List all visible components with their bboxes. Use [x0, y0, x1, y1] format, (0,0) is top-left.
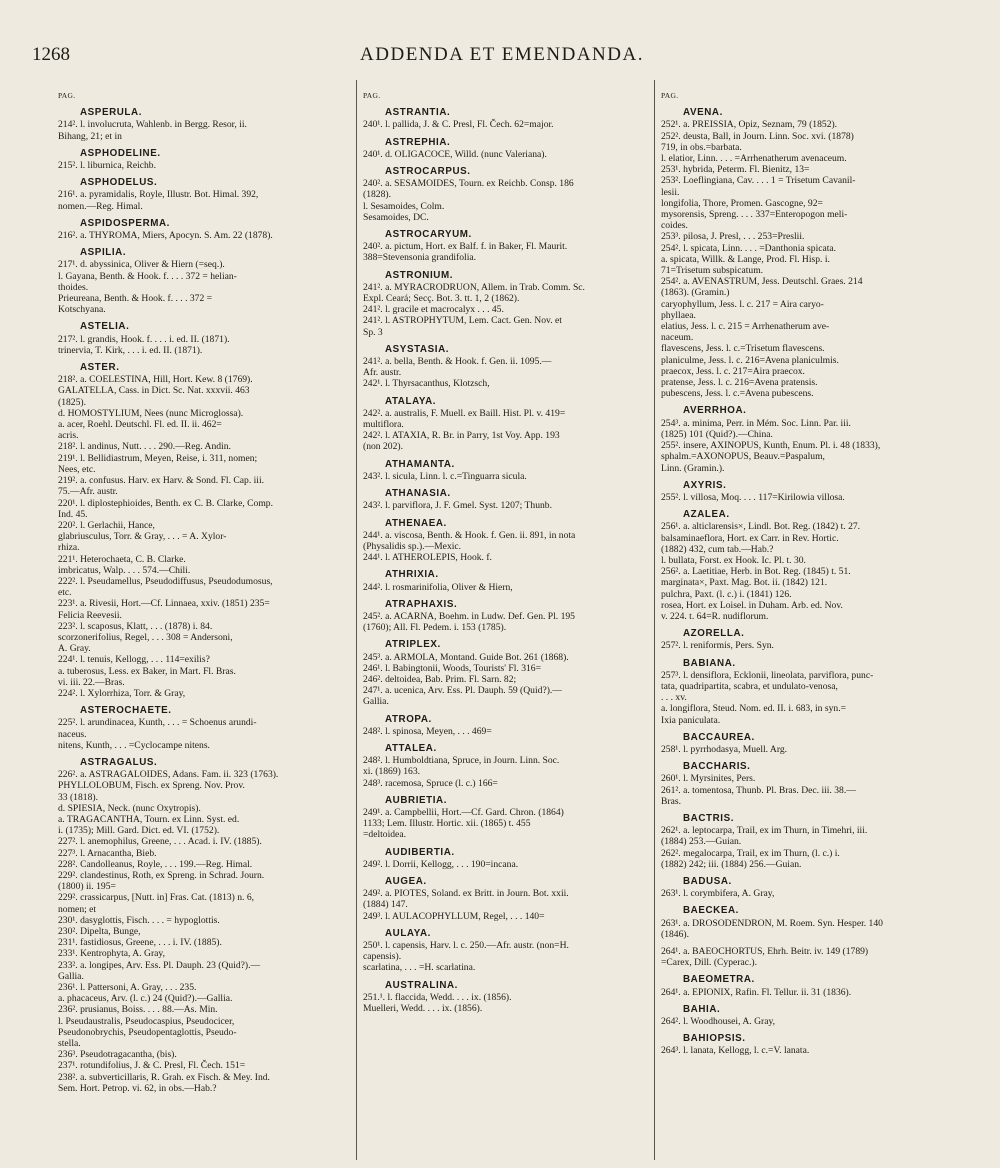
entry-line: 263¹. a. DROSODENDRON, M. Roem. Syn. Hesper. 140: [661, 917, 883, 929]
entry-line: 257². l. reniformis, Pers. Syn.: [661, 640, 774, 652]
pag-label: PAG.: [661, 91, 679, 100]
entry-line: 260¹. l. Myrsinites, Pers.: [661, 773, 756, 785]
entry-line: 244¹. a. viscosa, Benth. & Hook. f. Gen. ii. 891, in nota: [363, 529, 576, 541]
genus-heading: AZALEA.: [683, 509, 730, 521]
entry-line: 244¹. l. ATHEROLEPIS, Hook. f.: [363, 552, 492, 564]
entry-line: 258¹. l. pyrrhodasya, Muell. Arg.: [661, 743, 788, 755]
entry-line: praecox, Jess. l. c. 217=Aira praecox.: [661, 365, 805, 377]
genus-heading: ATHRIXIA.: [385, 569, 439, 581]
entry-line: 233¹. Kentrophyta, A. Gray,: [58, 948, 165, 960]
entry-line: pratense, Jess. l. c. 216=Avena pratensis.: [661, 377, 818, 389]
entry-line: 255². insere, AXINOPUS, Kunth, Enum. Pl. i. 48 (1833),: [661, 440, 881, 452]
entry-line: (1828).: [363, 189, 391, 201]
entry-line: 264². l. Woodhousei, A. Gray,: [661, 1016, 776, 1028]
entry-line: 217¹. d. abyssinica, Oliver & Hiern (=seq.).: [58, 259, 225, 271]
entry-line: 262¹. a. leptocarpa, Trail, ex im Thurn, in Timehri, iii.: [661, 825, 868, 837]
entry-line: 241². l. gracile et macrocalyx . . . 45.: [363, 304, 504, 316]
entry-line: Nees, etc.: [58, 463, 96, 475]
entry-line: (1825) 101 (Quid?).—China.: [661, 428, 773, 440]
entry-line: Ixia paniculata.: [661, 714, 721, 726]
entry-line: a. TRAGACANTHA, Tourn. ex Linn. Syst. ed.: [58, 813, 240, 825]
entry-line: 263¹. l. corymbifera, A. Gray,: [661, 888, 775, 900]
genus-heading: ASTROCARPUS.: [385, 166, 471, 178]
entry-line: 33 (1818).: [58, 791, 98, 803]
entry-line: a. longiflora, Steud. Nom. ed. II. i. 683, in syn.=: [661, 703, 847, 715]
genus-heading: ASPHODELUS.: [80, 177, 158, 189]
entry-line: Pseudonobrychis, Pseudopentaglottis, Pseudo-: [58, 1026, 237, 1038]
entry-line: 242². a. australis, F. Muell. ex Baill. Hist. Pl. v. 419=: [363, 407, 566, 419]
entry-line: nomen; et: [58, 903, 97, 915]
entry-line: 227³. l. Arnacantha, Bieb.: [58, 847, 157, 859]
entry-line: 230¹. dasyglottis, Fisch. . . . = hypoglottis.: [58, 914, 220, 926]
entry-line: 227². l. anemophilus, Greene, . . . Acad. i. IV. (1885).: [58, 836, 262, 848]
entry-line: 253¹. hybrida, Peterm. Fl. Bienitz, 13=: [661, 164, 810, 176]
entry-line: 254². l. spicata, Linn. . . . =Danthonia spicata.: [661, 242, 837, 254]
entry-line: nitens, Kunth, . . . =Cyclocampe nitens.: [58, 739, 210, 751]
entry-line: trinervia, T. Kirk, . . . i. ed. II. (1871).: [58, 344, 203, 356]
entry-line: 226². a. ASTRAGALOIDES, Adans. Fam. ii. 323 (1763).: [58, 769, 279, 781]
genus-heading: ATHANASIA.: [385, 488, 451, 500]
entry-line: nomen.—Reg. Himal.: [58, 200, 143, 212]
genus-heading: BADUSA.: [683, 876, 732, 887]
entry-line: l. Gayana, Benth. & Hook. f. . . . 372 = helian-: [58, 270, 237, 282]
entry-line: (1863). (Gramin.): [661, 287, 730, 299]
entry-line: 264¹. a. EPIONIX, Rafin. Fl. Tellur. ii. 31 (1836).: [661, 986, 852, 998]
entry-line: (1884) 147.: [363, 899, 408, 911]
genus-heading: ATHAMANTA.: [385, 458, 455, 470]
entry-line: 229². clandestinus, Roth, ex Spreng. in Schrad. Journ.: [58, 870, 265, 881]
entry-line: 241². a. MYRACRODRUON, Allem. in Trab. Comm. Sc.: [363, 281, 585, 293]
entry-line: multiflora.: [363, 419, 404, 431]
entry-line: v. 224. t. 64=R. nudiflorum.: [661, 610, 769, 622]
entry-line: 256¹. a. alticlarensis×, Lindl. Bot. Reg. (1842) t. 27.: [661, 521, 861, 533]
entry-line: 231¹. fastidiosus, Greene, . . . i. IV. (1885).: [58, 937, 222, 949]
entry-line: 242². l. ATAXIA, R. Br. in Parry, 1st Voy. App. 193: [363, 430, 560, 442]
entry-line: 253³. pilosa, J. Presl, . . . 253=Preslii.: [661, 231, 805, 243]
entry-line: 220¹. l. diplostephioides, Benth. ex C. B. Clarke, Comp.: [58, 497, 273, 509]
entry-line: 249². a. PIOTES, Soland. ex Britt. in Journ. Bot. xxii.: [363, 888, 569, 900]
entry-line: Afr. austr.: [363, 367, 402, 379]
entry-line: naceus.: [58, 728, 87, 740]
column-3: [654, 80, 949, 1160]
entry-line: caryophyllum, Jess. l. c. 217 = Aira caryo-: [661, 298, 824, 310]
genus-heading: ATTALEA.: [385, 742, 437, 754]
genus-heading: ASTROCARYUM.: [385, 229, 472, 241]
column-2: [356, 80, 645, 1160]
genus-heading: ASPHODELINE.: [80, 147, 161, 159]
pag-label: PAG.: [363, 91, 381, 100]
entry-line: 388=Stevensonia grandifolia.: [363, 252, 477, 264]
entry-line: 236¹. l. Pattersoni, A. Gray, . . . 235.: [58, 982, 197, 994]
entry-line: naceum.: [661, 332, 694, 344]
entry-line: pulchra, Paxt. (l. c.) i. (1841) 126.: [661, 588, 792, 600]
genus-heading: ASTELIA.: [80, 321, 130, 333]
entry-line: coides.: [661, 220, 688, 232]
entry-line: Ind. 45.: [58, 508, 88, 520]
entry-line: stella.: [58, 1038, 81, 1050]
entry-line: 246². deltoidea, Bab. Prim. Fl. Sarn. 82;: [363, 673, 517, 685]
entry-line: =deltoidea.: [363, 829, 406, 841]
running-title: ADDENDA ET EMENDANDA.: [360, 44, 644, 65]
entry-line: lesii.: [661, 186, 680, 198]
genus-heading: AUSTRALINA.: [385, 979, 458, 991]
entry-line: 262². megalocarpa, Trail, ex im Thurn, (l. c.) i.: [661, 847, 840, 859]
entry-line: 224². l. Xylorrhiza, Torr. & Gray,: [58, 687, 186, 699]
entry-line: pubescens, Jess. l. c.=Avena pubescens.: [661, 388, 814, 400]
entry-line: l. Sesamoides, Colm.: [363, 200, 445, 212]
entry-line: 245³. a. ARMOLA, Montand. Guide Bot. 261 (1868).: [363, 651, 569, 663]
entry-line: =Carex, Dill. (Cyperac.).: [661, 957, 757, 969]
entry-line: marginata×, Paxt. Mag. Bot. ii. (1842) 121.: [661, 577, 828, 589]
entry-line: (1882) 432, cum tab.—Hab.?: [661, 543, 774, 555]
genus-heading: AUDIBERTIA.: [385, 846, 455, 858]
entry-line: mysorensis, Spreng. . . . 337=Enteropogon meli-: [661, 209, 848, 221]
entry-line: 229². crassicarpus, [Nutt. in] Fras. Cat. (1813) n. 6,: [58, 892, 255, 904]
genus-heading: ATALAYA.: [385, 395, 437, 407]
entry-line: 243². l. parviflora, J. F. Gmel. Syst. 1207; Thunb.: [363, 500, 553, 512]
entry-line: glabriusculus, Torr. & Gray, . . . = A. Xylor-: [58, 531, 227, 543]
entry-line: Bihang, 21; et in: [58, 130, 122, 142]
entry-line: (1882) 242; iii. (1884) 256.—Guian.: [661, 858, 802, 870]
genus-heading: ASTEROCHAETE.: [80, 705, 172, 717]
genus-heading: ASTRANTIA.: [385, 107, 451, 119]
genus-heading: BAHIA.: [683, 1003, 721, 1015]
entry-line: 222². l. Pseudamellus, Pseudodiffusus, Pseudodumosus,: [58, 575, 273, 587]
entry-line: 251.¹. l. flaccida, Wedd. . . . ix. (1856).: [363, 991, 512, 1003]
columns: [58, 80, 990, 1160]
entry-line: (1800) ii. 195=: [58, 881, 116, 893]
entry-line: 236³. Pseudotragacantha, (bis).: [58, 1049, 177, 1061]
entry-line: 225². l. arundinacea, Kunth, . . . = Schoenus arundi-: [58, 717, 257, 729]
entry-line: 257³. l. densiflora, Ecklonii, lineolata, parviflora, punc-: [661, 669, 874, 681]
entry-line: Gallia.: [363, 696, 389, 708]
entry-line: acris.: [58, 430, 79, 442]
entry-line: A. Gray.: [58, 643, 91, 655]
entry-line: 252¹. a. PREISSIA, Opiz, Seznam, 79 (1852).: [661, 119, 838, 131]
entry-line: (1846).: [661, 928, 689, 940]
entry-line: balsaminaeflora, Hort. ex Carr. in Rev. Hortic.: [661, 532, 839, 544]
entry-line: 250¹. l. capensis, Harv. l. c. 250.—Afr. austr. (non=H.: [363, 940, 569, 951]
entry-line: 254³. a. minima, Perr. in Mém. Soc. Linn. Par. iii.: [661, 417, 851, 429]
running-head: [32, 44, 972, 70]
genus-heading: ATROPA.: [385, 713, 432, 725]
entry-line: 254². a. AVENASTRUM, Jess. Deutschl. Graes. 214: [661, 276, 863, 288]
genus-heading: BAHIOPSIS.: [683, 1033, 746, 1045]
entry-line: 241². l. ASTROPHYTUM, Lem. Cact. Gen. Nov. et: [363, 315, 562, 327]
entry-line: Sem. Hort. Petrop. vi. 62, in obs.—Hab.?: [58, 1082, 217, 1094]
genus-heading: BABIANA.: [683, 657, 736, 669]
entry-line: 256². a. Laetitiae, Herb. in Bot. Reg. (1845) t. 51.: [661, 566, 851, 578]
entry-line: (Physalidis sp.).—Mexic.: [363, 540, 462, 552]
entry-line: 237¹. rotundifolius, J. & C. Presl, Fl. Čech. 151=: [58, 1060, 246, 1072]
entry-line: 240¹. l. pallida, J. & C. Presl, Fl. Čech. 62=major.: [363, 119, 554, 131]
entry-line: 238². a. subverticillaris, R. Grah. ex Fisch. & Mey. Ind.: [58, 1071, 270, 1083]
entry-line: rosea, Hort. ex Loisel. in Duham. Arb. ed. Nov.: [661, 599, 843, 611]
entry-line: l. Pseudaustralis, Pseudocaspius, Pseudocicer,: [58, 1015, 235, 1027]
page-number: 1268: [32, 44, 70, 65]
entry-line: a. spicata, Willk. & Lange, Prod. Fl. Hisp. i.: [661, 253, 830, 265]
entry-line: 255². l. villosa, Moq. . . . 117=Kirilowia villosa.: [661, 491, 845, 503]
genus-heading: AVERRHOA.: [683, 405, 747, 417]
entry-line: i. (1735); Mill. Gard. Dict. ed. VI. (1752).: [58, 825, 220, 837]
entry-line: 221¹. Heterochaeta, C. B. Clarke.: [58, 553, 186, 565]
genus-heading: ASYSTASIA.: [385, 343, 450, 355]
entry-line: l. bullata, Forst. ex Hook. Ic. Pl. t. 30.: [661, 554, 806, 566]
entry-line: phyllaea.: [661, 309, 696, 321]
entry-line: Kotschyana.: [58, 304, 106, 316]
entry-line: 242¹. l. Thyrsacanthus, Klotzsch,: [363, 378, 490, 390]
entry-line: 249¹. a. Campbellii, Hort.—Cf. Gard. Chron. (1864): [363, 806, 564, 818]
entry-line: 248². l. Humboldtiana, Spruce, in Journ. Linn. Soc.: [363, 755, 560, 767]
genus-heading: ASTRONIUM.: [385, 269, 454, 281]
entry-line: planiculme, Jess. l. c. 216=Avena planiculmis.: [661, 354, 839, 366]
entry-line: flavescens, Jess. l. c.=Trisetum flavescens.: [661, 343, 825, 355]
genus-heading: BACCAUREA.: [683, 731, 755, 743]
entry-line: thoides.: [58, 281, 89, 293]
entry-line: a. acer, Roehl. Deutschl. Fl. ed. II. ii. 462=: [58, 419, 222, 431]
entry-line: Expl. Ceará; Secç. Bot. 3. tt. 1, 2 (1862).: [363, 293, 520, 305]
entry-line: 216¹. a. pyramidalis, Royle, Illustr. Bot. Himal. 392,: [58, 189, 259, 201]
entry-line: scarlatina, . . . =H. scarlatina.: [363, 962, 476, 974]
entry-line: a. phacaceus, Arv. (l. c.) 24 (Quid?).—Gallia.: [58, 993, 233, 1005]
entry-line: (1825).: [58, 396, 86, 408]
entry-line: 214². l. involucruta, Wahlenb. in Bergg. Resor, ii.: [58, 119, 247, 131]
genus-heading: ASPILIA.: [80, 247, 127, 259]
entry-line: GALATELLA, Cass. in Dict. Sc. Nat. xxxvii. 463: [58, 385, 250, 397]
genus-heading: AUGEA.: [385, 875, 427, 887]
entry-line: imbricatus, Walp. . . . 574.—Chili.: [58, 564, 191, 576]
entry-line: Sp. 3: [363, 326, 383, 338]
entry-line: 220². l. Gerlachii, Hance,: [58, 519, 155, 531]
genus-heading: AZORELLA.: [683, 628, 745, 640]
entry-line: 219². a. confusus. Harv. ex Harv. & Sond. Fl. Cap. iii.: [58, 475, 265, 487]
entry-line: 719, in obs.=barbata.: [661, 141, 742, 153]
entry-line: . . . xv.: [661, 692, 687, 704]
entry-line: d. SPIESIA, Neck. (nunc Oxytropis).: [58, 802, 201, 814]
entry-line: 233². a. longipes, Arv. Ess. Pl. Dauph. 23 (Quid?).—: [58, 959, 261, 971]
entry-line: d. HOMOSTYLIUM, Nees (nunc Microglossa).: [58, 407, 244, 419]
entry-line: (1760); All. Fl. Pedem. i. 153 (1785).: [363, 622, 507, 634]
genus-heading: AXYRIS.: [683, 479, 727, 491]
entry-line: 249². l. Dorrii, Kellogg, . . . 190=incana.: [363, 858, 519, 870]
entry-line: 240². a. pictum, Hort. ex Balf. f. in Baker, Fl. Maurit.: [363, 241, 568, 253]
entry-line: 240¹. d. OLIGACOCE, Willd. (nunc Valeriana).: [363, 148, 547, 160]
entry-line: 216². a. THYROMA, Miers, Apocyn. S. Am. 22 (1878).: [58, 230, 273, 242]
genus-heading: ASTREPHIA.: [385, 136, 451, 148]
entry-line: 217². l. grandis, Hook. f. . . . i. ed. II. (1871).: [58, 333, 230, 345]
genus-heading: ASTRAGALUS.: [80, 756, 158, 768]
entry-line: 244². l. rosmarinifolia, Oliver & Hiern,: [363, 581, 513, 593]
entry-line: 264¹. a. BAEOCHORTUS, Ehrh. Beitr. iv. 149 (1789): [661, 946, 869, 958]
entry-line: capensis).: [363, 951, 402, 963]
entry-line: 215². l. liburnica, Reichb.: [58, 160, 156, 172]
genus-heading: ATRAPHAXIS.: [385, 598, 458, 610]
genus-heading: ATHENAEA.: [385, 517, 447, 529]
entry-line: 264³. l. lanata, Kellogg, l. c.=V. lanata.: [661, 1045, 810, 1057]
entry-line: Linn. (Gramin.).: [661, 462, 725, 474]
genus-heading: BAECKEA.: [683, 905, 739, 917]
entry-line: 245². a. ACARNA, Boehm. in Ludw. Def. Gen. Pl. 195: [363, 610, 575, 622]
entry-line: sphalm.=AXONOPUS, Beauv.=Paspalum,: [661, 451, 825, 463]
entry-line: 224¹. l. tenuis, Kellogg, . . . 114=exilis?: [58, 654, 210, 666]
entry-line: 261². a. tomentosa, Thunb. Pl. Bras. Dec. iii. 38.—: [661, 784, 856, 796]
entry-line: a. tuberosus, Less. ex Baker, in Mart. Fl. Bras.: [58, 665, 236, 677]
entry-line: (non 202).: [363, 441, 403, 453]
genus-heading: ASTER.: [80, 362, 120, 374]
entry-line: Bras.: [661, 795, 681, 807]
genus-heading: ASPIDOSPERMA.: [80, 217, 170, 229]
entry-line: 248³. racemosa, Spruce (l. c.) 166=: [363, 777, 498, 789]
genus-heading: AVENA.: [683, 107, 723, 119]
genus-heading: AUBRIETIA.: [385, 794, 448, 806]
entry-line: l. elatior, Linn. . . . =Arrhenatherum avenaceum.: [661, 153, 847, 165]
entry-line: Gallia.: [58, 970, 84, 982]
entry-line: 246¹. l. Babingtonii, Woods, Tourists' Fl. 316=: [363, 662, 541, 674]
entry-line: 218². l. andinus, Nutt. . . . 290.—Reg. Andin.: [58, 441, 231, 453]
entry-line: 252². deusta, Ball, in Journ. Linn. Soc. xvi. (1878): [661, 130, 854, 142]
entry-line: xi. (1869) 163.: [363, 766, 421, 778]
entry-line: 75.—Afr. austr.: [58, 486, 118, 498]
entry-line: 236². prusianus, Boiss. . . . 88.—As. Min.: [58, 1004, 218, 1016]
genus-heading: BACCHARIS.: [683, 761, 751, 773]
entry-line: tata, quadripartita, scabra, et undulato-venosa,: [661, 680, 838, 692]
entry-line: 240². a. SESAMOIDES, Tourn. ex Reichb. Consp. 186: [363, 178, 574, 190]
entry-line: 241². a. bella, Benth. & Hook. f. Gen. ii. 1095.—: [363, 356, 552, 368]
pag-label: PAG.: [58, 91, 76, 100]
genus-heading: BAEOMETRA.: [683, 974, 755, 986]
genus-heading: AULAYA.: [385, 927, 431, 939]
entry-line: 243². l. sicula, Linn. l. c.=Tinguarra sicula.: [363, 470, 527, 482]
entry-line: 228². Candolleanus, Royle, . . . 199.—Reg. Himal.: [58, 858, 253, 870]
genus-heading: ASPERULA.: [80, 107, 143, 119]
entry-line: scorzonerifolius, Regel, . . . 308 = Andersoni,: [58, 631, 233, 643]
genus-heading: BACTRIS.: [683, 812, 735, 824]
entry-line: PHYLLOLOBUM, Fisch. ex Spreng. Nov. Prov.: [58, 780, 245, 792]
entry-line: 248². l. spinosa, Meyen, . . . 469=: [363, 725, 492, 737]
entry-line: Prieureana, Benth. & Hook. f. . . . 372 =: [58, 293, 213, 305]
entry-line: 223². l. scaposus, Klatt, . . . (1878) i. 84.: [58, 620, 213, 632]
genus-heading: ATRIPLEX.: [385, 639, 441, 651]
entry-line: Sesamoides, DC.: [363, 211, 429, 223]
entry-line: 71=Trisetum subspicatum.: [661, 265, 764, 277]
entry-line: 219¹. l. Bellidiastrum, Meyen, Reise, i. 311, nomen;: [58, 452, 258, 464]
entry-line: Felicia Reevesii.: [58, 609, 122, 621]
entry-line: longifolia, Thore, Promen. Gascogne, 92=: [661, 197, 823, 209]
entry-line: rhiza.: [58, 542, 80, 554]
entry-line: elatius, Jess. l. c. 215 = Arrhenatherum ave-: [661, 321, 830, 333]
entry-line: Muelleri, Wedd. . . . ix. (1856).: [363, 1003, 483, 1015]
entry-line: 249³. l. AULACOPHYLLUM, Regel, . . . 140=: [363, 910, 545, 922]
entry-line: 223¹. a. Rivesii, Hort.—Cf. Linnaea, xxiv. (1851) 235=: [58, 598, 270, 610]
entry-line: vi. iii. 22.—Bras.: [58, 676, 125, 688]
entry-line: 230². Dipelta, Bunge,: [58, 926, 141, 938]
entry-line: 218². a. COELESTINA, Hill, Hort. Kew. 8 (1769).: [58, 374, 253, 386]
entry-line: 1133; Lem. Illustr. Hortic. xii. (1865) t. 455: [363, 818, 531, 830]
column-1: [58, 80, 338, 1160]
entry-line: (1884) 253.—Guian.: [661, 836, 742, 848]
entry-line: etc.: [58, 587, 72, 599]
entry-line: 247¹. a. ucenica, Arv. Ess. Pl. Dauph. 59 (Quid?).—: [363, 685, 562, 697]
entry-line: 253². Loeflingiana, Cav. . . . 1 = Trisetum Cavanil-: [661, 175, 856, 187]
